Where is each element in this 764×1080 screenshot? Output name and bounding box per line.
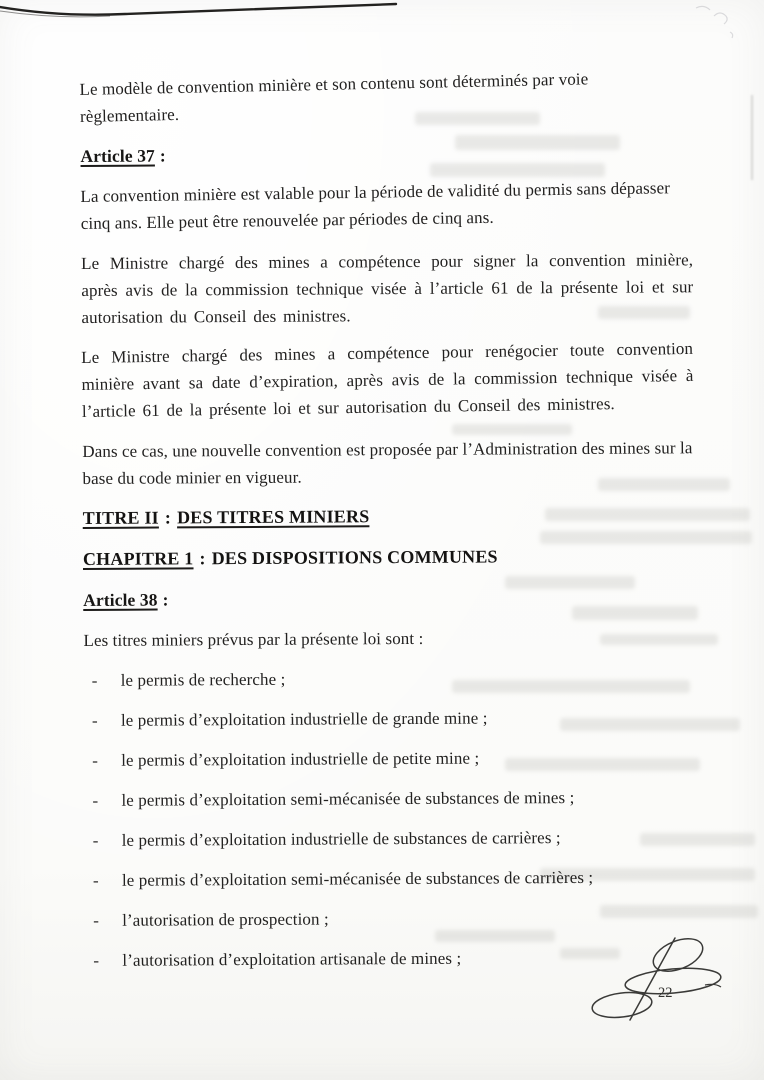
list-item-text: le permis d’exploitation industrielle de petite mine ;: [121, 748, 480, 770]
dash-marker: -: [92, 750, 99, 770]
chapitre-1-title: DES DISPOSITIONS COMMUNES: [211, 546, 498, 569]
list-item-text: le permis de recherche ;: [120, 669, 286, 690]
article-37-paragraph-renegotiate: Le Ministre chargé des mines a compétence pour renégocier toute convention minière avant sa date d’expiration, après avis de la commission technique visée à l’article 61 de la présente loi et sur autorisation du Conseil des ministres.: [80, 338, 694, 421]
page-number: 22: [658, 985, 673, 1001]
list-item-text: le permis d’exploitation industrielle de grande mine ;: [120, 708, 488, 730]
article-37-label: Article 37: [80, 145, 155, 166]
paper-edge-streak: [751, 95, 753, 180]
list-item: [84, 703, 696, 734]
list-item: [84, 743, 696, 774]
list-item-text: le permis d’exploitation industrielle de substances de carrières ;: [121, 828, 561, 850]
article-37-paragraph-sign: Le Ministre chargé des mines a compétence pour signer la convention minière, après avis de la commission technique visée à l’article 61 de la présente loi et sur autorisation du Conseil des ministres.: [81, 250, 694, 327]
chapitre-1-separator: :: [199, 548, 206, 569]
dash-marker: -: [92, 870, 99, 890]
dash-marker: -: [92, 830, 99, 850]
list-item-text: le permis d’exploitation semi-mécanisée de substances de mines ;: [121, 787, 575, 810]
article-38-label: Article 38: [83, 589, 158, 610]
article-38-colon: :: [162, 589, 169, 610]
mining-titles-list: [84, 663, 698, 974]
scan-edge-line: [0, 0, 400, 22]
titre-ii-separator: :: [164, 507, 172, 528]
list-item: [85, 863, 697, 894]
article-38-intro: Les titres miniers prévus par la présente loi sont :: [83, 628, 424, 650]
list-item: [85, 823, 697, 854]
list-item-text: l’autorisation d’exploitation artisanale de mines ;: [122, 948, 462, 970]
article-38-heading: [83, 583, 695, 614]
pencil-mark-icon: [686, 2, 746, 47]
handwritten-signature-icon: [578, 933, 733, 1025]
titre-ii-title: DES TITRES MINIERS: [176, 506, 370, 528]
titre-ii-heading: [83, 501, 695, 532]
intro-paragraph: Le modèle de convention minière et son contenu sont déterminés par voie règlementaire.: [79, 69, 589, 126]
list-item: [84, 663, 696, 694]
list-item-text: le permis d’exploitation semi-mécanisée de substances de carrières ;: [121, 867, 594, 890]
article-37-paragraph-validity: La convention minière est valable pour la période de validité du permis sans dépasser cinq ans. Elle peut être renouvelée par périodes de cinq ans.: [80, 178, 671, 233]
article-37-paragraph-new-convention: Dans ce cas, une nouvelle convention est proposée par l’Administration des mines sur la base du code minier en vigueur.: [82, 438, 693, 488]
dash-marker: -: [91, 710, 98, 730]
list-item: [84, 783, 696, 814]
list-item: [85, 903, 697, 934]
document-body: [79, 69, 698, 987]
article-37-heading: [80, 139, 692, 170]
chapitre-1-heading: [83, 542, 695, 573]
dash-marker: -: [91, 670, 98, 690]
titre-ii-label: TITRE II: [82, 507, 159, 528]
list-item-text: l’autorisation de prospection ;: [122, 909, 329, 930]
chapitre-1-label: CHAPITRE 1: [82, 548, 194, 569]
dash-marker: -: [93, 950, 100, 970]
article-37-colon: :: [159, 145, 166, 166]
dash-marker: -: [92, 790, 99, 810]
dash-marker: -: [93, 910, 99, 930]
